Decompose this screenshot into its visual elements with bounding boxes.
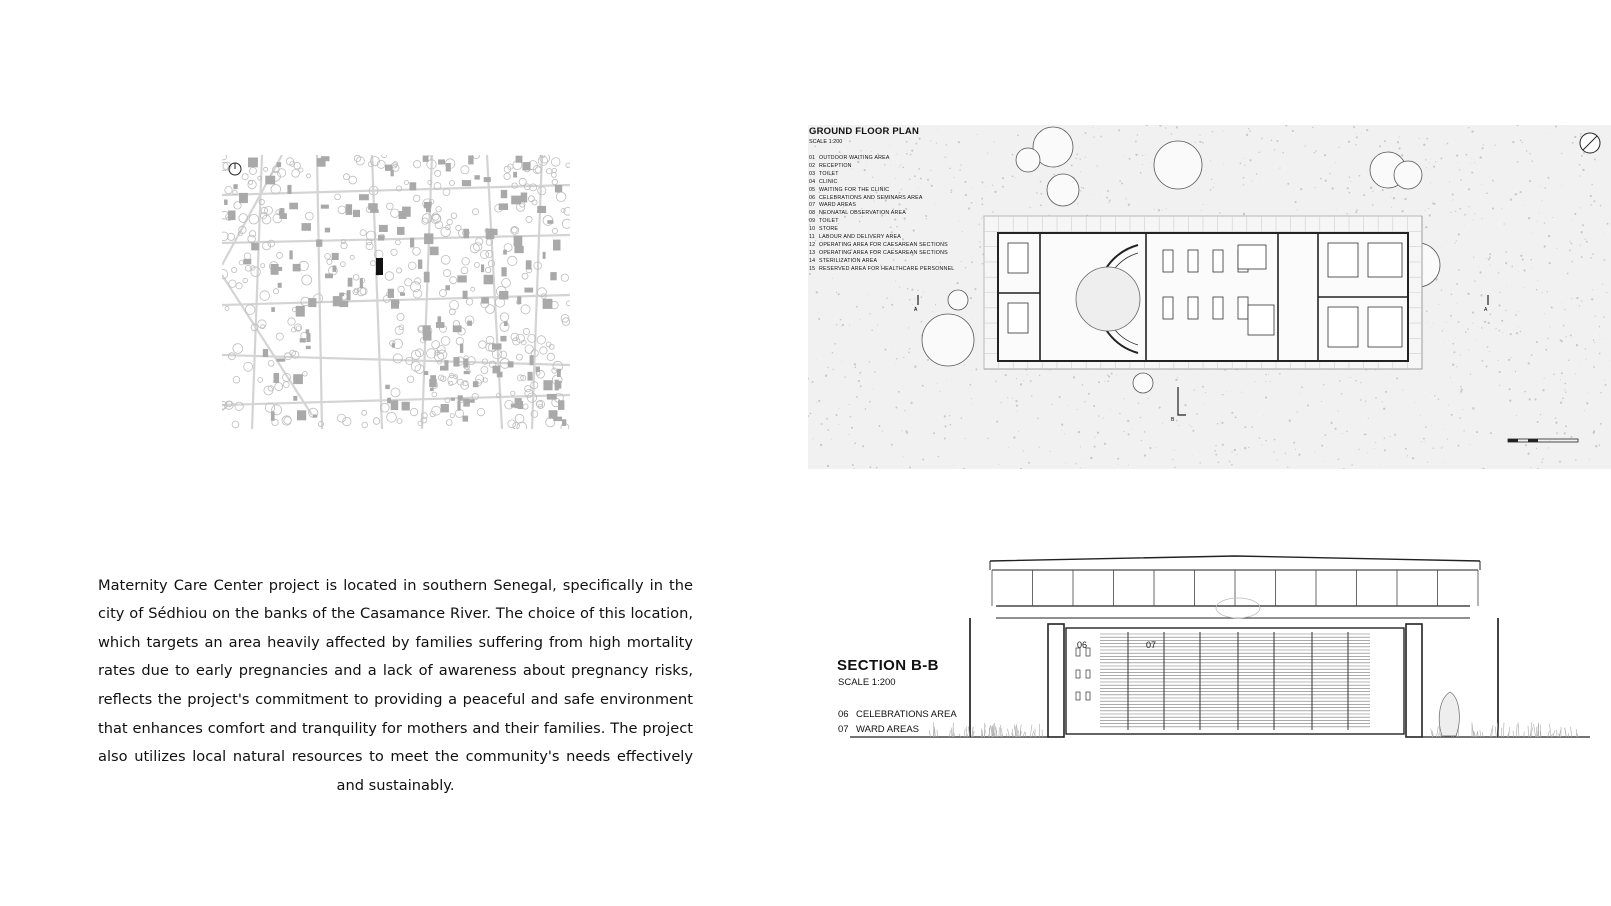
plan-legend	[809, 155, 954, 274]
legend-number: 11	[809, 234, 815, 241]
legend-item	[809, 179, 954, 187]
section-marker-b: B	[1171, 417, 1175, 423]
legend-item	[809, 171, 954, 179]
legend-label: RECEPTION	[819, 162, 852, 169]
section-room-tag-07: 07	[1146, 640, 1157, 650]
legend-item	[809, 195, 954, 203]
legend-label: CELEBRATIONS AREA	[856, 709, 957, 720]
legend-number: 05	[809, 186, 816, 193]
legend-item	[809, 187, 954, 195]
legend-number: 08	[809, 210, 816, 217]
scale-bar	[1508, 439, 1578, 442]
legend-item	[809, 202, 954, 210]
legend-number: 06	[838, 709, 849, 720]
plan-title: GROUND FLOOR PLAN	[809, 126, 920, 137]
section-title: SECTION B-B	[837, 657, 939, 674]
section-marker-a-left: A	[914, 307, 918, 313]
legend-number: 14	[809, 257, 816, 264]
legend-item	[838, 723, 957, 738]
legend-item	[809, 234, 954, 242]
legend-number: 04	[809, 178, 816, 185]
legend-label: TOILET	[819, 218, 839, 225]
legend-number: 02	[809, 162, 816, 169]
site-map	[222, 155, 570, 429]
legend-label: OPERATING AREA FOR CAESAREAN SECTIONS	[819, 249, 948, 256]
legend-number: 03	[809, 170, 816, 177]
legend-label: TOILET	[819, 170, 839, 177]
legend-item	[809, 250, 954, 258]
legend-label: STERILIZATION AREA	[819, 257, 878, 264]
legend-label: CELEBRATIONS AND SEMINARS AREA	[819, 194, 923, 201]
legend-number: 10	[809, 226, 816, 233]
legend-label: WARD AREAS	[819, 202, 857, 209]
legend-item	[809, 242, 954, 250]
project-description: Maternity Care Center project is located in southern Senegal, specifically in the city of Sédhiou on the banks of the Casamance River. The choice of this location, which targets an area heavily affected by families suffering from high mortality rates due to early pregnancies and a lack of awareness about pregnancy risks, reflects the project's commitment to providing a peaceful and safe environment that enhances comfort and tranquility for mothers and their families. The project also utilizes local natural resources to meet the community's needs effectively and sustainably.	[98, 576, 693, 794]
legend-item	[809, 226, 954, 234]
section-legend	[838, 708, 957, 737]
legend-label: RESERVED AREA FOR HEALTHCARE PERSONNEL	[819, 265, 955, 272]
section-marker-a-right: A	[1484, 307, 1488, 313]
legend-item	[809, 266, 954, 274]
section-room-tag-06: 06	[1077, 640, 1088, 650]
legend-label: STORE	[819, 226, 839, 233]
legend-item	[838, 708, 957, 723]
legend-number: 07	[809, 202, 816, 209]
legend-label: CLINIC	[819, 178, 838, 185]
plan-scale: SCALE 1:200	[809, 139, 843, 145]
project-site-marker	[376, 258, 383, 275]
legend-label: OPERATING AREA FOR CAESAREAN SECTIONS	[819, 241, 948, 248]
legend-number: 09	[809, 218, 816, 225]
legend-item	[809, 218, 954, 226]
section-scale: SCALE 1:200	[838, 677, 896, 688]
legend-item	[809, 163, 954, 171]
legend-number: 15	[809, 265, 816, 272]
legend-label: WAITING FOR THE CLINIC	[819, 186, 890, 193]
legend-label: LABOUR AND DELIVERY AREA	[819, 234, 902, 241]
north-arrow-icon	[1580, 133, 1600, 153]
legend-number: 13	[809, 249, 816, 256]
legend-item	[809, 258, 954, 266]
north-arrow-icon	[229, 163, 241, 175]
legend-label: NEONATAL OBSERVATION AREA	[819, 210, 907, 217]
legend-number: 01	[809, 155, 816, 161]
legend-label: OUTDOOR WAITING AREA	[819, 155, 890, 161]
legend-number: 06	[809, 194, 816, 201]
legend-number: 12	[809, 241, 816, 248]
legend-label: WARD AREAS	[856, 723, 919, 735]
legend-item	[809, 155, 954, 163]
legend-number: 07	[838, 723, 849, 735]
legend-item	[809, 210, 954, 218]
